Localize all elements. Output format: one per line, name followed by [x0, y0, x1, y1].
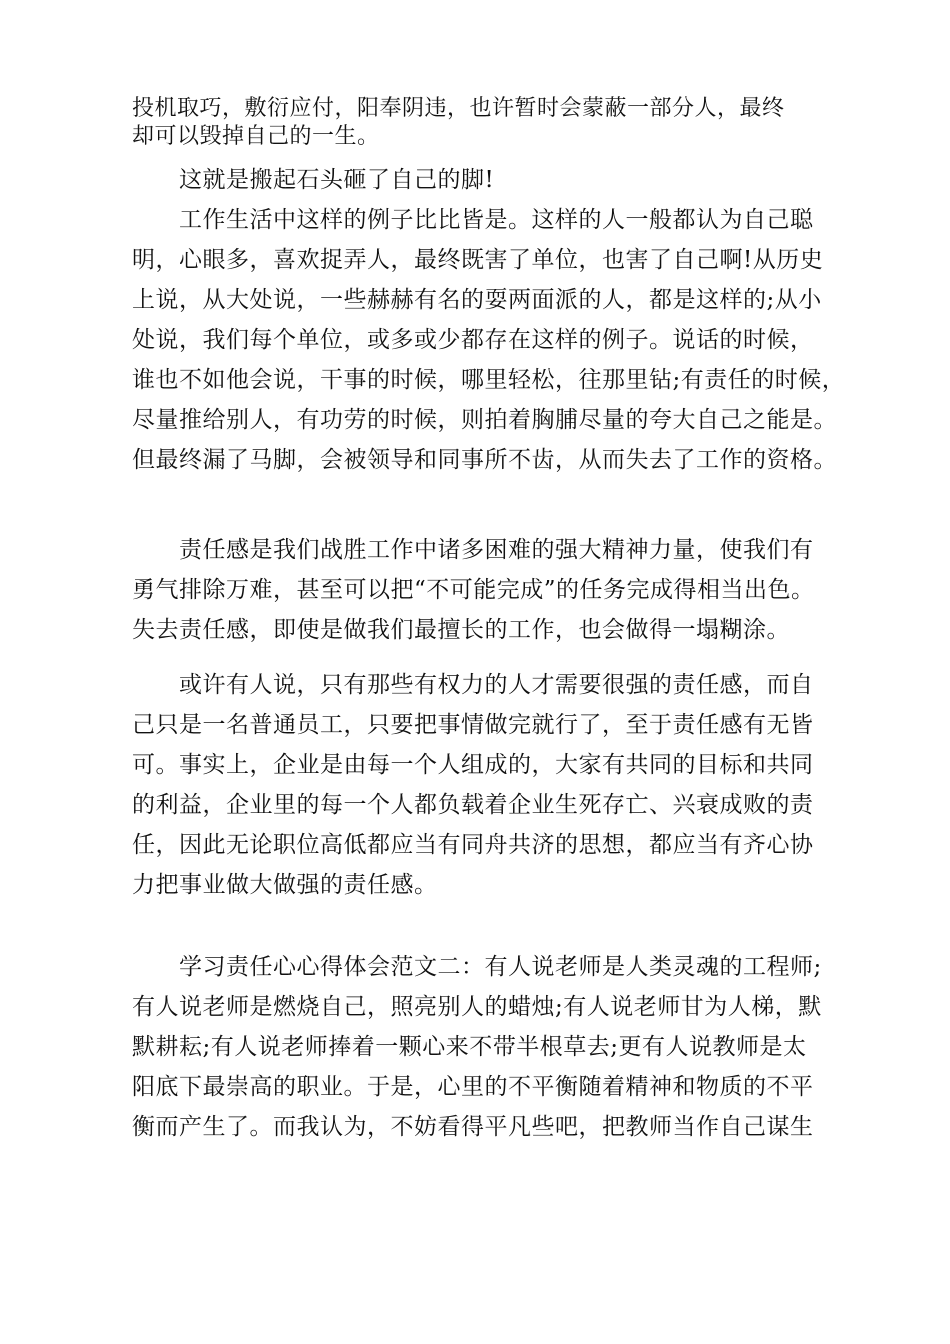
text-line: 任，因此无论职位高低都应当有同舟共济的思想，都应当有齐心协 [132, 832, 814, 858]
text-line: 的利益，企业里的每一个人都负载着企业生死存亡、兴衰成败的责 [132, 792, 814, 818]
text-line: 这就是搬起石头砸了自己的脚! [132, 167, 495, 193]
text-line: 勇气排除万难，甚至可以把“不可能完成”的任务完成得相当出色。 [132, 577, 815, 603]
text-line: 己只是一名普通员工，只要把事情做完就行了，至于责任感有无皆 [132, 712, 814, 738]
text-line: 但最终漏了马脚，会被领导和同事所不齿，从而失去了工作的资格。 [132, 447, 837, 473]
paragraph-3 [132, 200, 852, 480]
text-line: 衡而产生了。而我认为，不妨看得平凡些吧，把教师当作自己谋生 [132, 1114, 814, 1140]
text-line: 有人说老师是燃烧自己，照亮别人的蜡烛;有人说老师甘为人梯，默 [132, 994, 822, 1020]
text-line: 阳底下最崇高的职业。于是，心里的不平衡随着精神和物质的不平 [132, 1074, 814, 1100]
text-line: 投机取巧，敷衍应付，阳奉阴违，也许暂时会蒙蔽一部分人，最终 [132, 96, 785, 121]
text-line: 失去责任感，即使是做我们最擅长的工作，也会做得一塌糊涂。 [132, 617, 790, 643]
text-line: 或许有人说，只有那些有权力的人才需要很强的责任感，而自 [132, 672, 814, 698]
text-line: 谁也不如他会说，干事的时候，哪里轻松，往那里钻;有责任的时候， [132, 367, 846, 393]
paragraph-4 [132, 530, 852, 650]
text-line: 上说，从大处说，一些赫赫有名的耍两面派的人，都是这样的;从小 [132, 287, 822, 313]
text-line: 处说，我们每个单位，或多或少都存在这样的例子。说话的时候， [132, 327, 814, 353]
text-line: 学习责任心心得体会范文二：有人说老师是人类灵魂的工程师; [132, 954, 822, 980]
text-line: 责任感是我们战胜工作中诸多困难的强大精神力量，使我们有 [132, 537, 814, 563]
text-line: 却可以毁掉自己的一生。 [132, 124, 380, 149]
text-line: 力把事业做大做强的责任感。 [132, 872, 438, 898]
paragraph-1 [132, 95, 852, 151]
text-line: 明，心眼多，喜欢捉弄人，最终既害了单位，也害了自己啊!从历史 [132, 247, 824, 273]
paragraph-6 [132, 947, 852, 1147]
text-line: 尽量推给别人，有功劳的时候，则拍着胸脯尽量的夸大自己之能是。 [132, 407, 837, 433]
text-line: 可。事实上，企业是由每一个人组成的，大家有共同的目标和共同 [132, 752, 814, 778]
paragraph-2 [132, 160, 852, 200]
paragraph-5 [132, 665, 852, 905]
text-line: 工作生活中这样的例子比比皆是。这样的人一般都认为自己聪 [132, 207, 814, 233]
text-line: 默耕耘;有人说老师捧着一颗心来不带半根草去;更有人说教师是太 [132, 1034, 807, 1060]
